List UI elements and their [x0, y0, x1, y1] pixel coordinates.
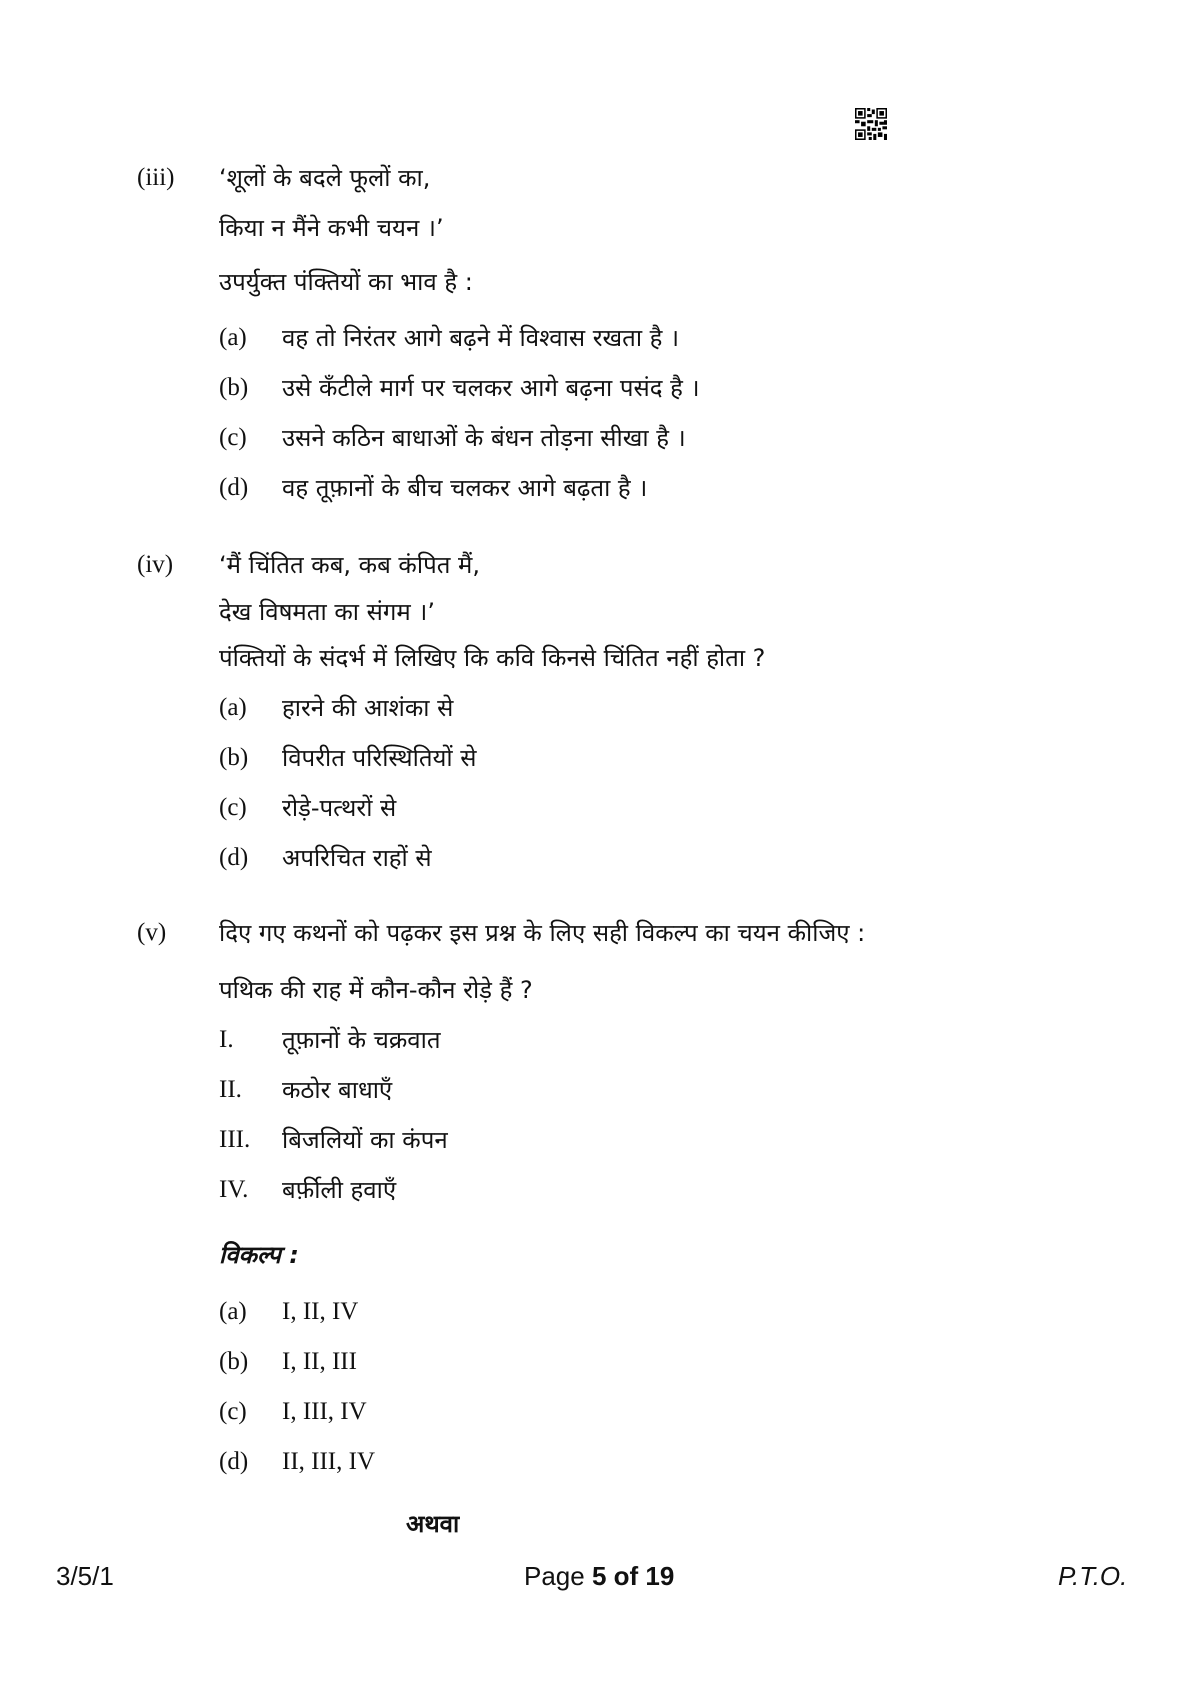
statement-text: बिजलियों का कंपन — [282, 1126, 448, 1154]
option-label: (b) — [219, 374, 249, 401]
statement-label: III. — [219, 1126, 251, 1153]
question-instruction: दिए गए कथनों को पढ़कर इस प्रश्न के लिए सही विकल्प का चयन कीजिए : — [219, 919, 866, 947]
qr-code-icon — [855, 108, 887, 140]
option-text: I, II, IV — [282, 1298, 359, 1325]
quote-line: ‘मैं चिंतित कब, कब कंपित मैं, — [219, 551, 480, 579]
option-label: (a) — [219, 324, 247, 351]
statement-label: II. — [219, 1076, 242, 1103]
option-label: (a) — [219, 1298, 247, 1325]
question-number: (iii) — [137, 164, 175, 191]
question-number: (iv) — [137, 551, 174, 578]
question-prompt: उपर्युक्त पंक्तियों का भाव है : — [219, 268, 473, 296]
option-label: (c) — [219, 424, 247, 451]
option-label: (d) — [219, 474, 249, 501]
statement-label: I. — [219, 1026, 234, 1053]
statement-label: IV. — [219, 1176, 249, 1203]
question-number: (v) — [137, 919, 167, 946]
statement-text: कठोर बाधाएँ — [282, 1076, 393, 1104]
option-text: वह तो निरंतर आगे बढ़ने में विश्वास रखता है । — [282, 324, 680, 352]
statement-text: तूफ़ानों के चक्रवात — [282, 1026, 441, 1054]
or-label: अथवा — [406, 1510, 460, 1538]
option-text: I, III, IV — [282, 1398, 367, 1425]
question-prompt: पंक्तियों के संदर्भ में लिखिए कि कवि किनसे चिंतित नहीं होता ? — [219, 644, 766, 672]
option-label: (d) — [219, 844, 249, 871]
quote-line: किया न मैंने कभी चयन ।’ — [219, 214, 444, 242]
paper-code: 3/5/1 — [56, 1561, 114, 1591]
quote-line: देख विषमता का संगम ।’ — [219, 598, 436, 626]
option-text: उसे कँटीले मार्ग पर चलकर आगे बढ़ना पसंद है । — [282, 374, 700, 402]
page-total: 19 — [645, 1561, 675, 1591]
page-of: of — [606, 1561, 646, 1591]
pto-label: P.T.O. — [1058, 1561, 1128, 1591]
option-text: हारने की आशंका से — [282, 694, 454, 722]
option-label: (c) — [219, 1398, 247, 1425]
option-text: विपरीत परिस्थितियों से — [282, 744, 477, 772]
page-current: 5 — [591, 1561, 607, 1591]
option-text: अपरिचित राहों से — [282, 844, 432, 872]
option-text: उसने कठिन बाधाओं के बंधन तोड़ना सीखा है । — [282, 424, 686, 452]
option-text: रोड़े-पत्थरों से — [282, 794, 397, 822]
page-prefix: Page — [524, 1561, 592, 1591]
statement-text: बर्फ़ीली हवाएँ — [282, 1176, 397, 1204]
option-label: (b) — [219, 744, 249, 771]
page-indicator — [524, 1560, 674, 1592]
question-prompt: पथिक की राह में कौन-कौन रोड़े हैं ? — [219, 976, 533, 1004]
option-text: वह तूफ़ानों के बीच चलकर आगे बढ़ता है । — [282, 474, 648, 502]
options-heading: विकल्प : — [219, 1241, 299, 1269]
option-label: (a) — [219, 694, 247, 721]
option-text: II, III, IV — [282, 1448, 376, 1475]
option-label: (d) — [219, 1448, 249, 1475]
quote-line: ‘शूलों के बदले फूलों का, — [219, 164, 431, 192]
option-label: (c) — [219, 794, 247, 821]
option-text: I, II, III — [282, 1348, 357, 1375]
option-label: (b) — [219, 1348, 249, 1375]
